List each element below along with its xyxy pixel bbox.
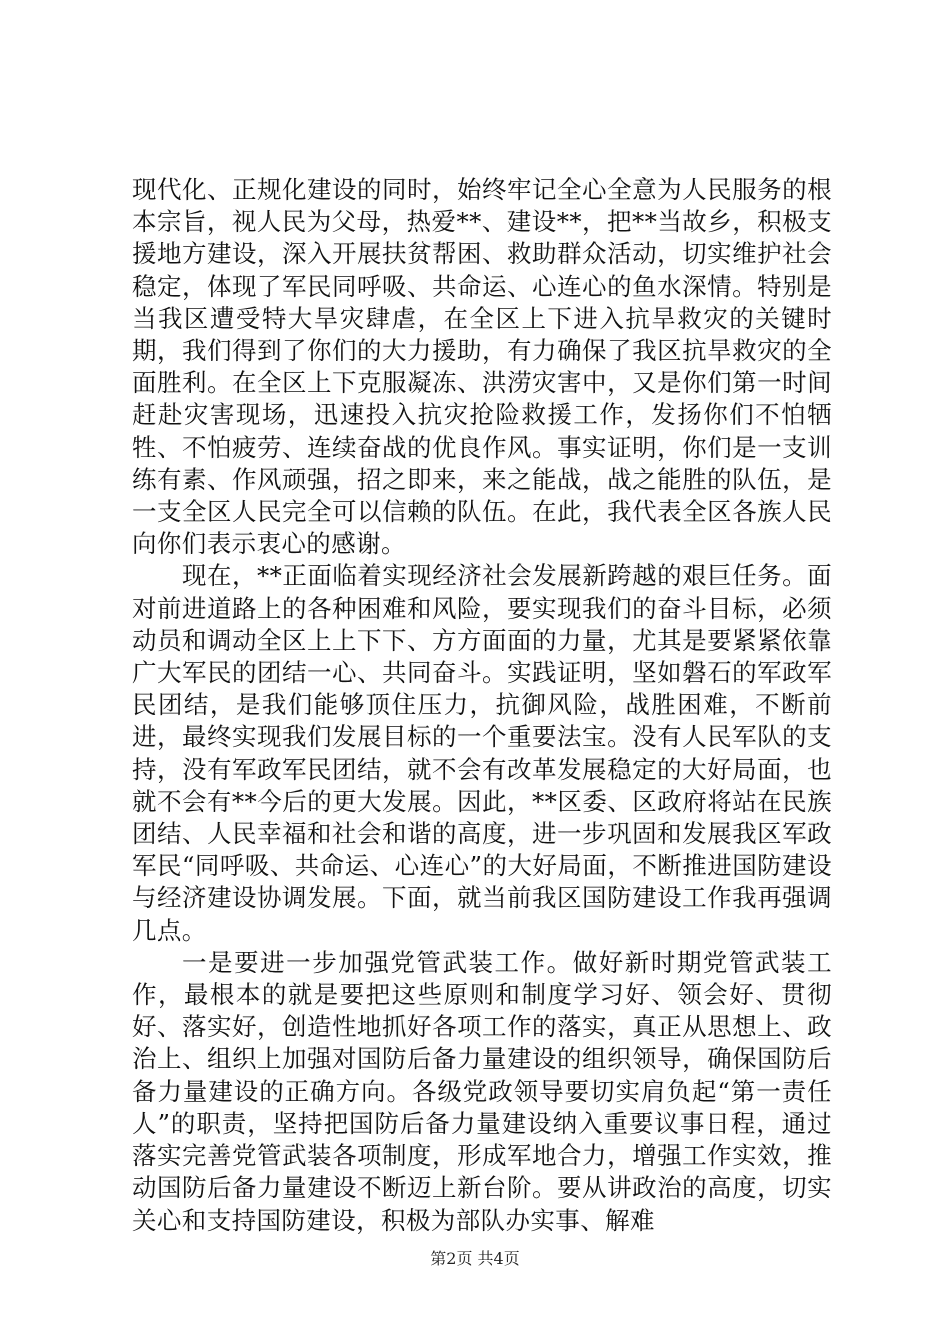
paragraph-2: 现在，**正面临着实现经济社会发展新跨越的艰巨任务。面对前进道路上的各种困难和风险，要实现我们的奋斗目标，必须动员和调动全区上上下下、方方面面的力量，尤其是要紧紧依靠广大军民的团结一心、共同奋斗。实践证明，坚如磐石的军政军民团结，是我们能够顶住压力，抗御风险，战胜困难，不断前进，最终实现我们发展目标的一个重要法宝。没有人民军队的支持，没有军政军民团结，就不会有改革发展稳定的大好局面，也就不会有**今后的更大发展。因此，**区委、区政府将站在民族团结、人民幸福和社会和谐的高度，进一步巩固和发展我区军政军民“同呼吸、共命运、心连心”的大好局面，不断推进国防建设与经济建设协调发展。下面，就当前我区国防建设工作我再强调几点。 [132, 561, 832, 945]
paragraph-1: 现代化、正规化建设的同时，始终牢记全心全意为人民服务的根本宗旨，视人民为父母，热爱**、建设**，把**当故乡，积极支援地方建设，深入开展扶贫帮困、救助群众活动，切实维护社会稳定，体现了军民同呼吸、共命运、心连心的鱼水深情。特别是当我区遭受特大旱灾肆虐，在全区上下进入抗旱救灾的关键时期，我们得到了你们的大力援助，有力确保了我区抗旱救灾的全面胜利。在全区上下克服凝冻、洪涝灾害中，又是你们第一时间赶赴灾害现场，迅速投入抗灾抢险救援工作，发扬你们不怕牺牲、不怕疲劳、连续奋战的优良作风。事实证明，你们是一支训练有素、作风顽强，招之即来，来之能战，战之能胜的队伍，是一支全区人民完全可以信赖的队伍。在此，我代表全区各族人民向你们表示衷心的感谢。 [132, 175, 832, 559]
page-footer [0, 1246, 950, 1269]
document-body [132, 174, 832, 1237]
paragraph-3: 一是要进一步加强党管武装工作。做好新时期党管武装工作，最根本的就是要把这些原则和制度学习好、领会好、贯彻好、落实好，创造性地抓好各项工作的落实，真正从思想上、政治上、组织上加强对国防后备力量建设的组织领导，确保国防后备力量建设的正确方向。各级党政领导要切实肩负起“第一责任人”的职责，坚持把国防后备力量建设纳入重要议事日程，通过落实完善党管武装各项制度，形成军地合力，增强工作实效，推动国防后备力量建设不断迈上新台阶。要从讲政治的高度，切实关心和支持国防建设，积极为部队办实事、解难 [132, 947, 832, 1235]
page-number-label: 第2页 共4页 [430, 1249, 520, 1268]
